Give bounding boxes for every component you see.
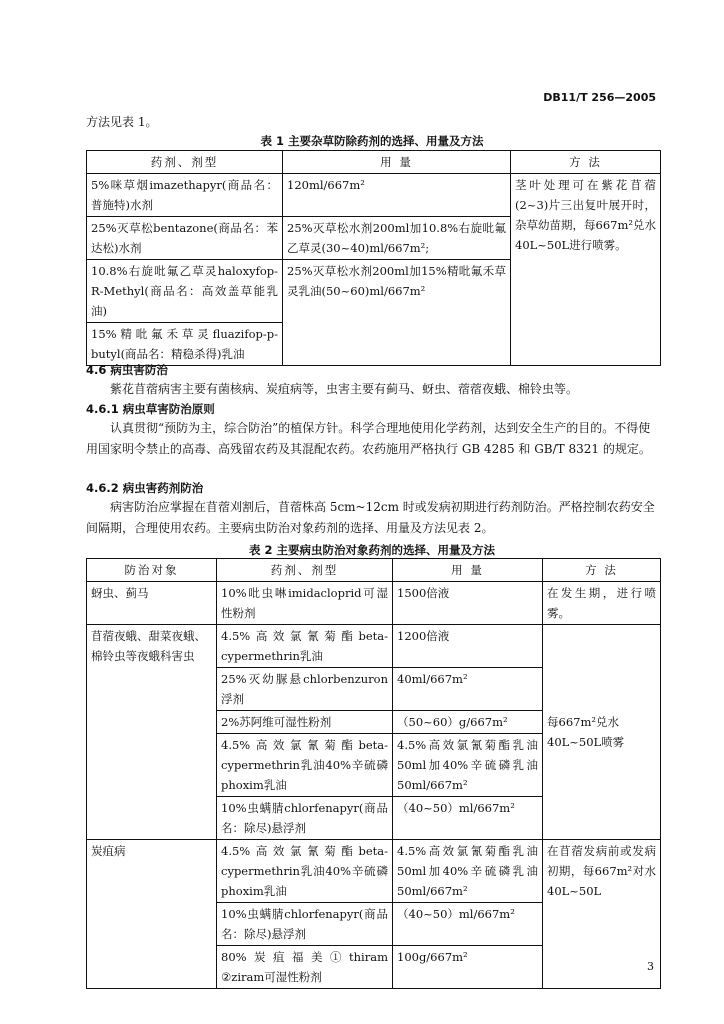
standard-number: DB11/T 256—2005 bbox=[543, 91, 656, 104]
table2-method: 在苜蓿发病前或发病初期，每667m²对水40L~50L bbox=[543, 840, 661, 989]
table1-dose: 25%灭草松水剂200ml加15%精吡氟禾草灵乳油(50~60)ml/667m² bbox=[283, 260, 511, 366]
table2-agent: 4.5%高效氯氰菊酯beta-cypermethrin乳油40%辛硫磷phoxim乳油 bbox=[217, 734, 393, 797]
table-row bbox=[87, 840, 661, 903]
table1-agent: 15%精吡氟禾草灵fluazifop-p-butyl(商品名：精稳杀得)乳油 bbox=[87, 323, 283, 366]
table1-method: 茎叶处理可在紫花苜蓿(2~3)片三出复叶展开时，杂草幼苗期，每667m²兑水40L~50L进行喷雾。 bbox=[511, 174, 661, 366]
table2-agent: 10%虫螨腈chlorfenapyr(商品名：除尽)悬浮剂 bbox=[217, 903, 393, 946]
table2-caption: 表 2 主要病虫防治对象药剂的选择、用量及方法 bbox=[248, 543, 495, 557]
table1-agent: 5%咪草烟imazethapyr(商品名：普施特)水剂 bbox=[87, 174, 283, 217]
table1-header-row bbox=[87, 151, 661, 174]
table2-dose: （50~60）g/667m² bbox=[393, 711, 543, 734]
table-row bbox=[87, 174, 661, 217]
table2-dose: 1500倍液 bbox=[393, 582, 543, 625]
table2-header-agent: 药剂、剂型 bbox=[217, 559, 393, 582]
table2-method: 在发生期，进行喷雾。 bbox=[543, 582, 661, 625]
table1 bbox=[86, 150, 661, 366]
table1-caption: 表 1 主要杂草防除药剂的选择、用量及方法 bbox=[260, 134, 484, 148]
table2-target: 蚜虫、蓟马 bbox=[87, 582, 217, 625]
table2-agent: 80%炭疽福美①thiram ②ziram可湿性粉剂 bbox=[217, 946, 393, 989]
section-4-6-2-text: 病害防治应掌握在苜蓿刈割后，苜蓿株高 5cm~12cm 时或发病初期进行药剂防治。严格控制农药安全间隔期，合理使用农药。主要病虫防治对象药剂的选择、用量及方法见表 2。 bbox=[86, 500, 655, 535]
table1-agent: 25%灭草松bentazone(商品名：苯达松)水剂 bbox=[87, 217, 283, 260]
table2-agent: 2%苏阿维可湿性粉剂 bbox=[217, 711, 393, 734]
table2-target: 炭疽病 bbox=[87, 840, 217, 989]
table-row bbox=[87, 625, 661, 668]
table2-dose: （40~50）ml/667m² bbox=[393, 903, 543, 946]
section-4-6-1-text: 认真贯彻“预防为主，综合防治”的植保方针。科学合理地使用化学药剂，达到安全生产的目的。不得使用国家明令禁止的高毒、高残留农药及其混配农药。农药施用严格执行 GB 4285 和 GB/T 8321 的规定。 bbox=[86, 421, 651, 456]
table2-agent: 10%虫螨腈chlorfenapyr(商品名：除尽)悬浮剂 bbox=[217, 797, 393, 840]
table1-header-method: 方 法 bbox=[511, 151, 661, 174]
section-4-6-1-title: 4.6.1 病虫草害防治原则 bbox=[86, 402, 215, 416]
table1-dose: 120ml/667m² bbox=[283, 174, 511, 217]
table1-agent: 10.8%右旋吡氟乙草灵haloxyfop-R-Methyl(商品名：高效盖草能乳油) bbox=[87, 260, 283, 323]
table1-header-agent: 药剂、剂型 bbox=[87, 151, 283, 174]
section-4-6-title: 4.6 病虫害防治 bbox=[86, 363, 168, 377]
table2-dose: （40~50）ml/667m² bbox=[393, 797, 543, 840]
intro-text: 方法见表 1。 bbox=[86, 115, 158, 129]
table2-dose: 4.5%高效氯氰菊酯乳油50ml加40%辛硫磷乳油50ml/667m² bbox=[393, 734, 543, 797]
table2-dose: 1200倍液 bbox=[393, 625, 543, 668]
table2-header-dose: 用 量 bbox=[393, 559, 543, 582]
table2-dose: 40ml/667m² bbox=[393, 668, 543, 711]
table2-dose: 100g/667m² bbox=[393, 946, 543, 989]
table2-header-method: 方 法 bbox=[543, 559, 661, 582]
table2-target: 苜蓿夜蛾、甜菜夜蛾、棉铃虫等夜蛾科害虫 bbox=[87, 625, 217, 840]
table2-header-row bbox=[87, 559, 661, 582]
section-4-6-text: 紫花苜蓿病害主要有菌核病、炭疽病等，虫害主要有蓟马、蚜虫、蓿蓿夜蛾、棉铃虫等。 bbox=[110, 382, 579, 396]
table2-agent: 10%吡虫啉imidacloprid可湿性粉剂 bbox=[217, 582, 393, 625]
table1-dose: 25%灭草松水剂200ml加10.8%右旋吡氟乙草灵(30~40)ml/667m²; bbox=[283, 217, 511, 260]
table2 bbox=[86, 558, 661, 989]
table2-agent: 25%灭幼脲悬chlorbenzuron浮剂 bbox=[217, 668, 393, 711]
table2-agent: 4.5%高效氯氰菊酯beta-cypermethrin乳油40%辛硫磷phoxim乳油 bbox=[217, 840, 393, 903]
section-4-6-2-title: 4.6.2 病虫害药剂防治 bbox=[86, 481, 204, 495]
page-number: 3 bbox=[647, 960, 654, 973]
table2-method: 每667m²兑水40L~50L喷雾 bbox=[543, 625, 661, 840]
table2-header-target: 防治对象 bbox=[87, 559, 217, 582]
table2-dose: 4.5%高效氯氰菊酯乳油50ml加40%辛硫磷乳油50ml/667m² bbox=[393, 840, 543, 903]
table-row bbox=[87, 582, 661, 625]
table1-header-dose: 用 量 bbox=[283, 151, 511, 174]
table2-agent: 4.5%高效氯氰菊酯beta-cypermethrin乳油 bbox=[217, 625, 393, 668]
